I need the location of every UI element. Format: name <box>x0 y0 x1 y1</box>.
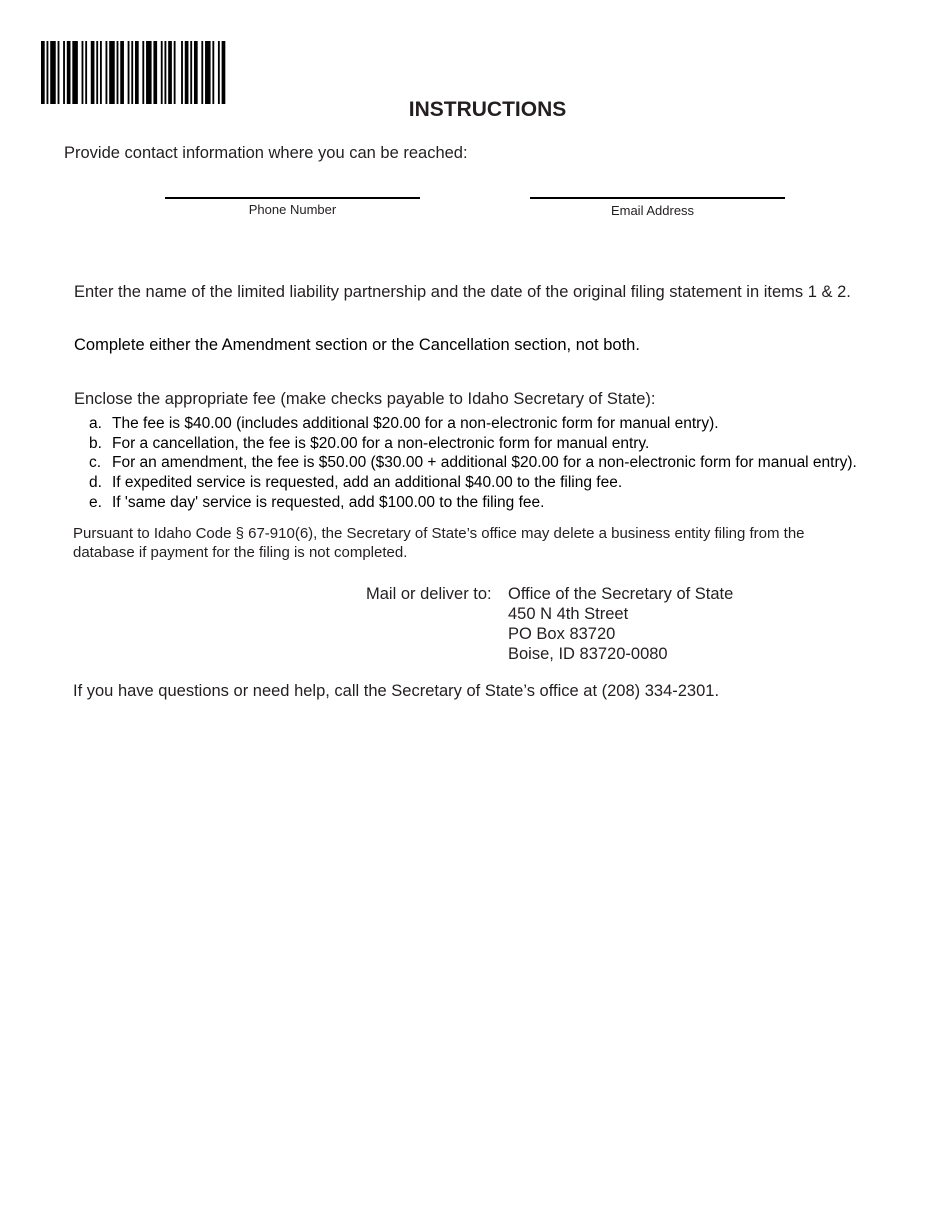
barcode-bar <box>174 41 176 104</box>
barcode-bar <box>142 41 144 104</box>
barcode-bar <box>96 41 98 104</box>
barcode-bar <box>168 41 172 104</box>
barcode-bar <box>185 41 189 104</box>
fee-item <box>89 453 857 473</box>
fee-item <box>89 434 857 454</box>
barcode-bar <box>212 41 214 104</box>
email-address-label: Email Address <box>610 203 695 218</box>
pursuant-line-2: database if payment for the filing is not completed. <box>73 544 408 561</box>
section-instruction: Complete either the Amendment section or the Cancellation section, not both. <box>74 336 640 354</box>
barcode-bar <box>63 41 65 104</box>
items-instruction: Enter the name of the limited liability partnership and the date of the original filing statement in items 1 & 2. <box>74 283 851 301</box>
phone-number-field[interactable] <box>165 197 420 199</box>
barcode-bar <box>100 41 102 104</box>
fee-item-letter: a. <box>89 415 102 432</box>
fee-item-letter: b. <box>89 434 102 452</box>
barcode-bar <box>41 41 45 104</box>
barcode-bar <box>205 41 211 104</box>
fee-heading: Enclose the appropriate fee (make checks payable to Idaho Secretary of State): <box>74 390 656 408</box>
barcode-bar <box>164 41 166 104</box>
fee-item-text: For a cancellation, the fee is $20.00 for a non-electronic form for manual entry. <box>112 434 650 452</box>
help-text: If you have questions or need help, call the Secretary of State’s office at (208) 334-2301. <box>73 682 720 700</box>
barcode-bar <box>161 41 163 104</box>
barcode-bar <box>218 41 220 104</box>
phone-number-label: Phone Number <box>248 202 337 217</box>
fee-item <box>89 473 857 493</box>
fee-item-letter: e. <box>89 493 102 511</box>
contact-prompt: Provide contact information where you can be reached: <box>64 144 468 162</box>
barcode-bar <box>128 41 130 104</box>
barcode <box>41 41 229 104</box>
barcode-bar <box>82 41 84 104</box>
barcode-bar <box>153 41 157 104</box>
barcode-bar <box>85 41 87 104</box>
barcode-bar <box>131 41 133 104</box>
address-line: Boise, ID 83720-0080 <box>508 645 668 663</box>
barcode-bar <box>106 41 108 104</box>
address-line: PO Box 83720 <box>508 625 616 643</box>
fee-list <box>89 414 857 513</box>
barcode-bar <box>50 41 56 104</box>
barcode-bar <box>190 41 192 104</box>
barcode-bar <box>117 41 119 104</box>
fee-item-letter: d. <box>89 474 102 492</box>
barcode-bar <box>201 41 203 104</box>
fee-item-text: For an amendment, the fee is $50.00 ($30.00 + additional $20.00 for a non-electronic form for manual entry). <box>112 454 857 472</box>
mailing-address <box>508 584 733 664</box>
address-line: Office of the Secretary of State <box>508 585 734 603</box>
barcode-bar <box>146 41 152 104</box>
barcode-bar <box>109 41 115 104</box>
barcode-bar <box>72 41 78 104</box>
email-address-field[interactable] <box>530 197 785 199</box>
barcode-bar <box>194 41 198 104</box>
page-title: INSTRUCTIONS <box>408 98 567 121</box>
fee-item <box>89 414 857 434</box>
fee-item-letter: c. <box>89 454 102 472</box>
barcode-bar <box>67 41 71 104</box>
pursuant-line-1: Pursuant to Idaho Code § 67-910(6), the Secretary of State’s office may delete a business entity filing from the <box>73 525 805 542</box>
barcode-bar <box>91 41 95 104</box>
mail-label: Mail or deliver to: <box>366 585 492 603</box>
barcode-bar <box>120 41 124 104</box>
fee-item-text: If expedited service is requested, add an additional $40.00 to the filing fee. <box>112 474 623 492</box>
barcode-bar <box>222 41 226 104</box>
barcode-bar <box>47 41 49 104</box>
fee-item-text: If 'same day' service is requested, add $100.00 to the filing fee. <box>112 493 545 511</box>
fee-item <box>89 493 857 513</box>
fee-item-text: The fee is $40.00 (includes additional $20.00 for a non-electronic form for manual entry). <box>112 415 719 432</box>
barcode-bar <box>135 41 139 104</box>
barcode-bar <box>58 41 60 104</box>
barcode-bar <box>181 41 183 104</box>
address-line: 450 N 4th Street <box>508 605 629 623</box>
